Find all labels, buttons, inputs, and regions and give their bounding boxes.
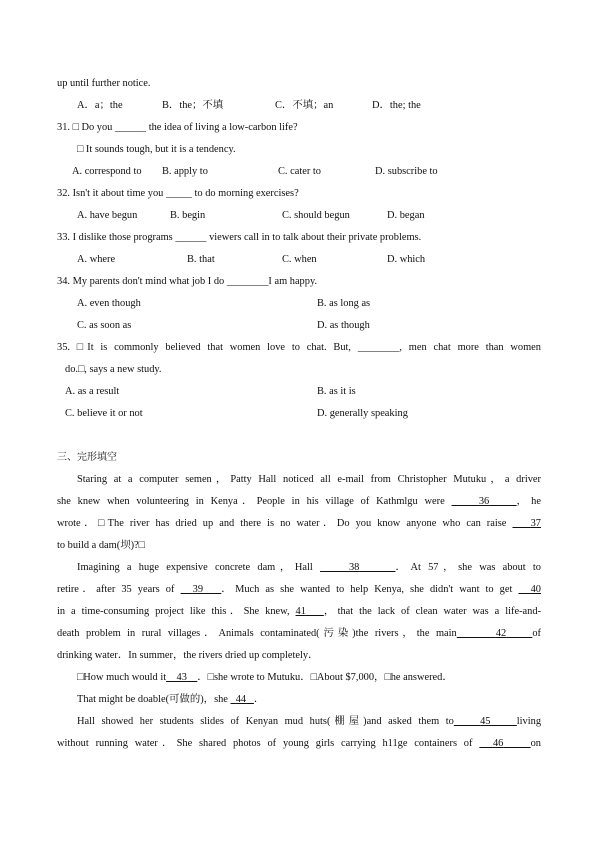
- q34-stem: 34. My parents don't mind what job I do ________I am happy.: [57, 276, 318, 287]
- passage-line-6: retire．after 35 years of 39 ．Much as she wanted to help Kenya, she didn't want to get 40: [57, 584, 541, 595]
- q34-option-d: D. as though: [317, 320, 370, 331]
- q35-option-c: C. believe it or not: [65, 408, 143, 419]
- q33-option-c: C. when: [282, 254, 317, 265]
- q32-option-b: B. begin: [170, 210, 206, 221]
- section-title: 三、完形填空: [57, 452, 117, 463]
- q33-option-b: B. that: [187, 254, 215, 265]
- blank-44[interactable]: 44: [235, 694, 247, 705]
- q30-option-b: B．the；不填: [162, 100, 224, 111]
- q35-option-d: D. generally speaking: [317, 408, 408, 419]
- q33-option-a: A. where: [77, 254, 116, 265]
- q34-option-a: A. even though: [77, 298, 141, 309]
- q30-option-a: A．a；the: [77, 100, 123, 111]
- passage-line-4: to build a dam(坝)?□: [57, 540, 145, 551]
- q31-option-a: A. correspond to: [72, 166, 142, 177]
- q32-option-c: C. should begun: [282, 210, 350, 221]
- q32-option-a: A. have begun: [77, 210, 138, 221]
- passage-line-7: in a time-consuming project like this．She knew, 41 ，that the lack of clean water was a life-and-: [57, 606, 542, 617]
- passage-line-13: without running water．She shared photos of young girls carrying h11ge containers of 46 on: [57, 738, 541, 749]
- blank-39[interactable]: 39: [192, 584, 204, 595]
- q35-stem-cont: do.□, says a new study.: [65, 364, 162, 375]
- q30-tail: up until further notice.: [57, 78, 151, 89]
- q33-option-d: D. which: [387, 254, 426, 265]
- blank-37[interactable]: 37: [530, 518, 541, 529]
- q34-option-b: B. as long as: [317, 298, 371, 309]
- blank-46[interactable]: 46: [492, 738, 504, 749]
- q30-option-c: C．不填；an: [275, 100, 334, 111]
- q33-stem: 33. I dislike those programs ______ viewers call in to talk about their private problems.: [57, 232, 422, 243]
- q32-stem: 32. Isn't it about time you _____ to do morning exercises?: [57, 188, 299, 199]
- blank-45[interactable]: 45: [480, 716, 491, 727]
- blank-38[interactable]: 38: [348, 562, 360, 573]
- passage-line-1: Staring at a computer semen，Patty Hall noticed all e-mail from Christopher Mutuku，a driver: [77, 474, 541, 485]
- passage-line-2: she knew when volunteering in Kenya．People in his village of Kathmlgu were 36 ，he: [57, 496, 541, 507]
- passage-line-9: drinking water．In summer，the rivers dried up completely．: [57, 650, 319, 661]
- passage-line-3: wrote．□The river has dried up and there is no water．Do you know anyone who can raise 37: [57, 518, 541, 529]
- blank-41[interactable]: 41: [295, 606, 306, 617]
- q31-option-c: C. cater to: [278, 166, 321, 177]
- blank-42[interactable]: 42: [495, 628, 507, 639]
- passage-line-12: Hall showed her students slides of Kenyan mud huts(棚屋)and asked them to 45 living: [77, 716, 542, 727]
- q35-option-b: B. as it is: [317, 386, 356, 397]
- q34-option-c: C. as soon as: [77, 320, 132, 331]
- blank-36[interactable]: 36: [478, 496, 490, 507]
- passage-line-10: □How much would it 43 ．□she wrote to Mutuku．□About $7,000，□he answered．: [77, 672, 453, 683]
- passage-line-11: That might be doable(可做的)，she 44 ．: [77, 694, 265, 705]
- blank-40[interactable]: 40: [530, 584, 541, 595]
- passage-line-5: Imagining a huge expensive concrete dam，Hall 38 ．At 57，she was about to: [77, 562, 541, 573]
- passage-line-8: death problem in rural villages．Animals contaminated(污染)the rivers，the main 42 of: [57, 628, 541, 639]
- q30-option-d: D．the; the: [372, 100, 421, 111]
- q35-stem: 35. □It is commonly believed that women love to chat. But, ________, men chat more than women: [57, 342, 541, 353]
- q31-option-d: D. subscribe to: [375, 166, 438, 177]
- q32-option-d: D. began: [387, 210, 425, 221]
- q31-reply: □ It sounds tough, but it is a tendency.: [77, 144, 236, 155]
- q31-stem: 31. □ Do you ______ the idea of living a low-carbon life?: [57, 122, 298, 133]
- q31-option-b: B. apply to: [162, 166, 208, 177]
- q35-option-a: A. as a result: [65, 386, 120, 397]
- blank-43[interactable]: 43: [176, 672, 187, 683]
